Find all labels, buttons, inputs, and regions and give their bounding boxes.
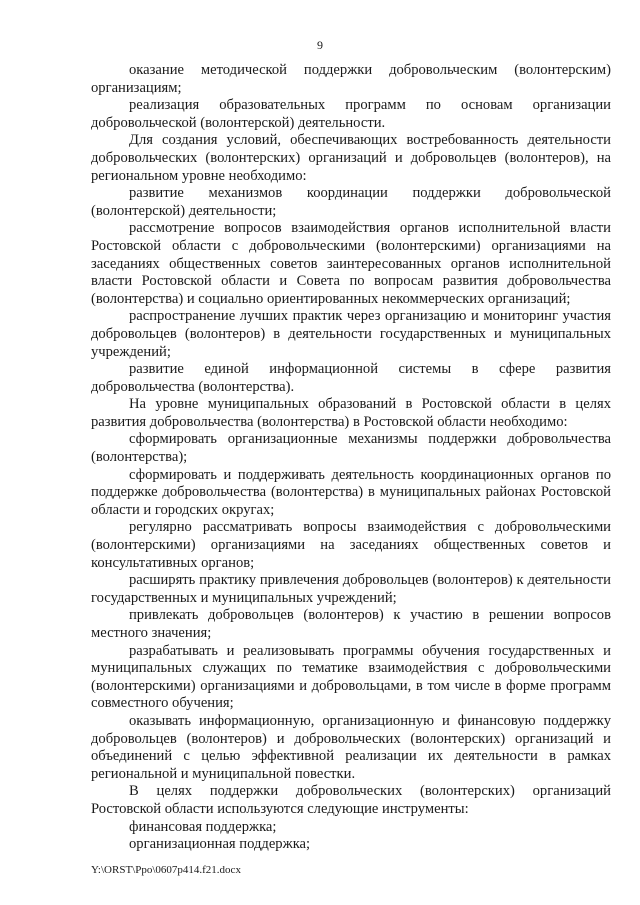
paragraph: привлекать добровольцев (волонтеров) к участию в решении вопросов местного значения;	[91, 607, 611, 641]
paragraph: рассмотрение вопросов взаимодействия органов исполнительной власти Ростовской области с добровольческими (волонтерскими) организациями на заседаниях общественных советов заинтересованных органов исполнительной власти Ростовской области и Совета по вопросам развития добровольчества (волонтерства) и социально ориентированных некоммерческих организаций;	[91, 220, 611, 307]
paragraph: распространение лучших практик через организацию и мониторинг участия добровольцев (волонтеров) в деятельности государственных и муниципальных учреждений;	[91, 308, 611, 360]
paragraph: организационная поддержка;	[129, 836, 311, 853]
paragraph: оказывать информационную, организационную и финансовую поддержку добровольцев (волонтеров) и добровольческих (волонтерских) организаций и объединений с целью эффективной реализации их деятельности в рамках региональной и муниципальной повестки.	[91, 712, 611, 782]
paragraph: развитие механизмов координации поддержки добровольческой (волонтерской) деятельности;	[91, 185, 611, 219]
paragraph: В целях поддержки добровольческих (волонтерских) организаций Ростовской области используются следующие инструменты:	[91, 783, 611, 817]
page-number: 9	[317, 38, 323, 52]
paragraph: Для создания условий, обеспечивающих востребованность деятельности добровольческих (волонтерских) организаций и добровольцев (волонтеров), на региональном уровне необходимо:	[91, 132, 611, 184]
paragraph: На уровне муниципальных образований в Ростовской области в целях развития добровольчества (волонтерства) в Ростовской области необходимо:	[91, 396, 611, 430]
paragraph: финансовая поддержка;	[129, 818, 277, 835]
paragraph: регулярно рассматривать вопросы взаимодействия с добровольческими (волонтерскими) организациями на заседаниях общественных советов и консультативных органов;	[91, 519, 611, 571]
paragraph: оказание методической поддержки добровольческим (волонтерским) организациям;	[91, 62, 611, 96]
paragraph: реализация образовательных программ по основам организации добровольческой (волонтерской) деятельности.	[91, 97, 611, 131]
paragraph: сформировать и поддерживать деятельность координационных органов по поддержке добровольчества (волонтерства) в муниципальных районах Ростовской области и городских округах;	[91, 466, 611, 518]
paragraph: расширять практику привлечения добровольцев (волонтеров) к деятельности государственных и муниципальных учреждений;	[91, 572, 611, 606]
document-body	[91, 62, 611, 854]
paragraph: сформировать организационные механизмы поддержки добровольчества (волонтерства);	[91, 431, 611, 466]
paragraph: развитие единой информационной системы в сфере развития добровольчества (волонтерства).	[91, 361, 611, 395]
footer-file-path: Y:\ORST\Ppo\0607p414.f21.docx	[91, 864, 241, 876]
paragraph: разрабатывать и реализовывать программы обучения государственных и муниципальных служащих по тематике взаимодействия с добровольческими (волонтерскими) организациями и добровольцами, в том числе в форме программ совместного обучения;	[91, 642, 611, 712]
